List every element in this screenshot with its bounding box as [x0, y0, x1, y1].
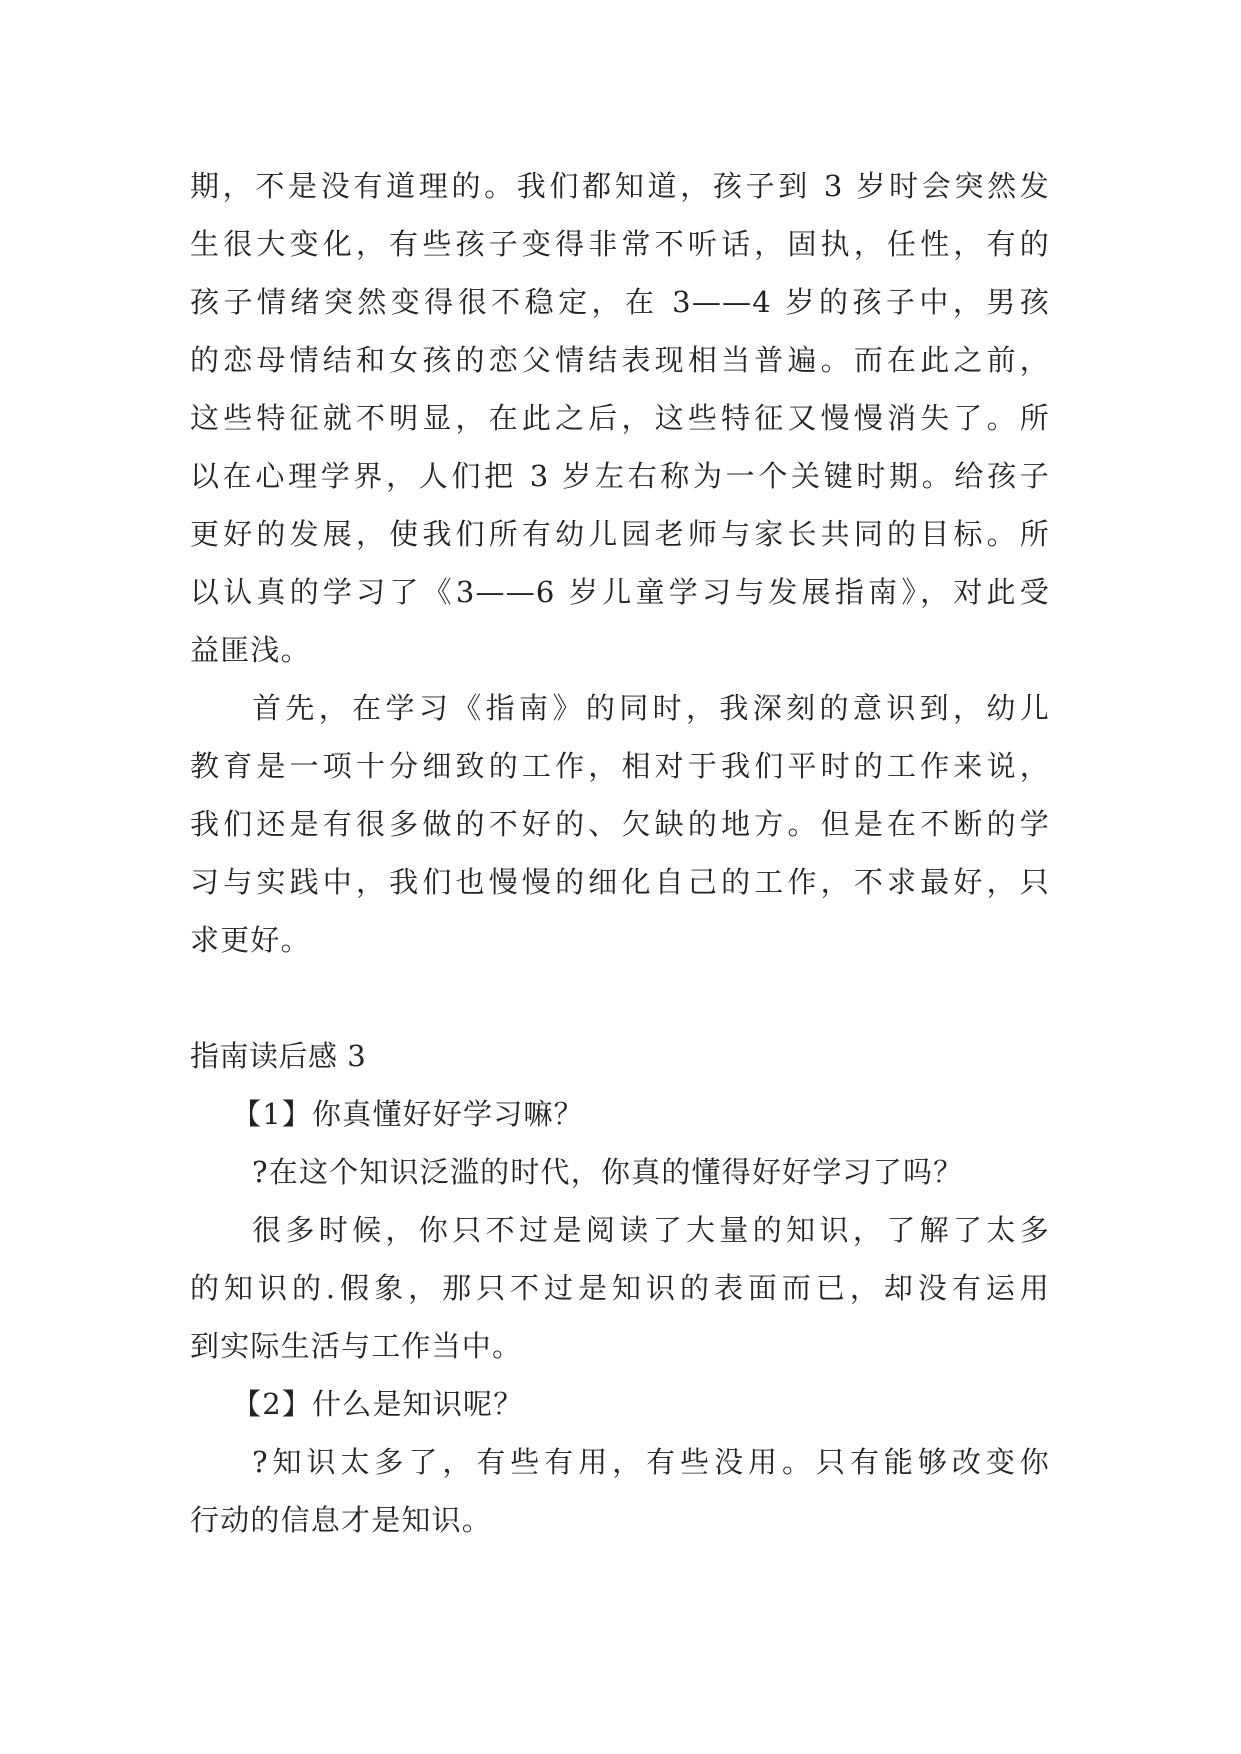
- paragraph-2-line-1: 首先，在学习《指南》的同时，我深刻的意识到，幼儿: [252, 691, 1050, 725]
- paragraph-1-line-2: 生很大变化，有些孩子变得非常不听话，固执，任性，有的: [190, 227, 1050, 261]
- paragraph-1-line-1: 期，不是没有道理的。我们都知道，孩子到 3 岁时会突然发: [190, 169, 1050, 203]
- item-1-question: ?在这个知识泛滥的时代，你真的懂得好好学习了吗？: [252, 1155, 964, 1189]
- paragraph-1-line-4: 的恋母情结和女孩的恋父情结表现相当普遍。而在此之前，: [190, 343, 1050, 377]
- paragraph-1-line-6: 以在心理学界，人们把 3 岁左右称为一个关键时期。给孩子: [190, 459, 1050, 493]
- paragraph-1-line-3: 孩子情绪突然变得很不稳定，在 3——4 岁的孩子中，男孩: [190, 285, 1050, 319]
- section-title: 指南读后感 3: [190, 1039, 367, 1073]
- paragraph-2-line-4: 习与实践中，我们也慢慢的细化自己的工作，不求最好，只: [190, 865, 1050, 899]
- paragraph-3-line-2: 的知识的.假象，那只不过是知识的表面而已，却没有运用: [190, 1271, 1050, 1305]
- paragraph-1-line-8: 以认真的学习了《3——6 岁儿童学习与发展指南》，对此受: [190, 575, 1050, 609]
- paragraph-4-line-1: ?知识太多了，有些有用，有些没用。只有能够改变你: [252, 1445, 1050, 1479]
- paragraph-1-line-7: 更好的发展，使我们所有幼儿园老师与家长共同的目标。所: [190, 517, 1050, 551]
- paragraph-2-line-2: 教育是一项十分细致的工作，相对于我们平时的工作来说，: [190, 749, 1050, 783]
- paragraph-3-line-1: 很多时候，你只不过是阅读了大量的知识，了解了太多: [252, 1213, 1050, 1247]
- item-2-heading: 【2】什么是知识呢？: [232, 1387, 524, 1421]
- item-1-heading: 【1】你真懂好好学习嘛？: [232, 1097, 584, 1131]
- paragraph-4-line-2: 行动的信息才是知识。: [190, 1503, 493, 1537]
- paragraph-3-line-3: 到实际生活与工作当中。: [190, 1329, 523, 1363]
- paragraph-1-line-9: 益匪浅。: [190, 633, 311, 667]
- paragraph-2-line-3: 我们还是有很多做的不好的、欠缺的地方。但是在不断的学: [190, 807, 1050, 841]
- paragraph-1-line-5: 这些特征就不明显，在此之后，这些特征又慢慢消失了。所: [190, 401, 1050, 435]
- paragraph-2-line-5: 求更好。: [190, 923, 311, 957]
